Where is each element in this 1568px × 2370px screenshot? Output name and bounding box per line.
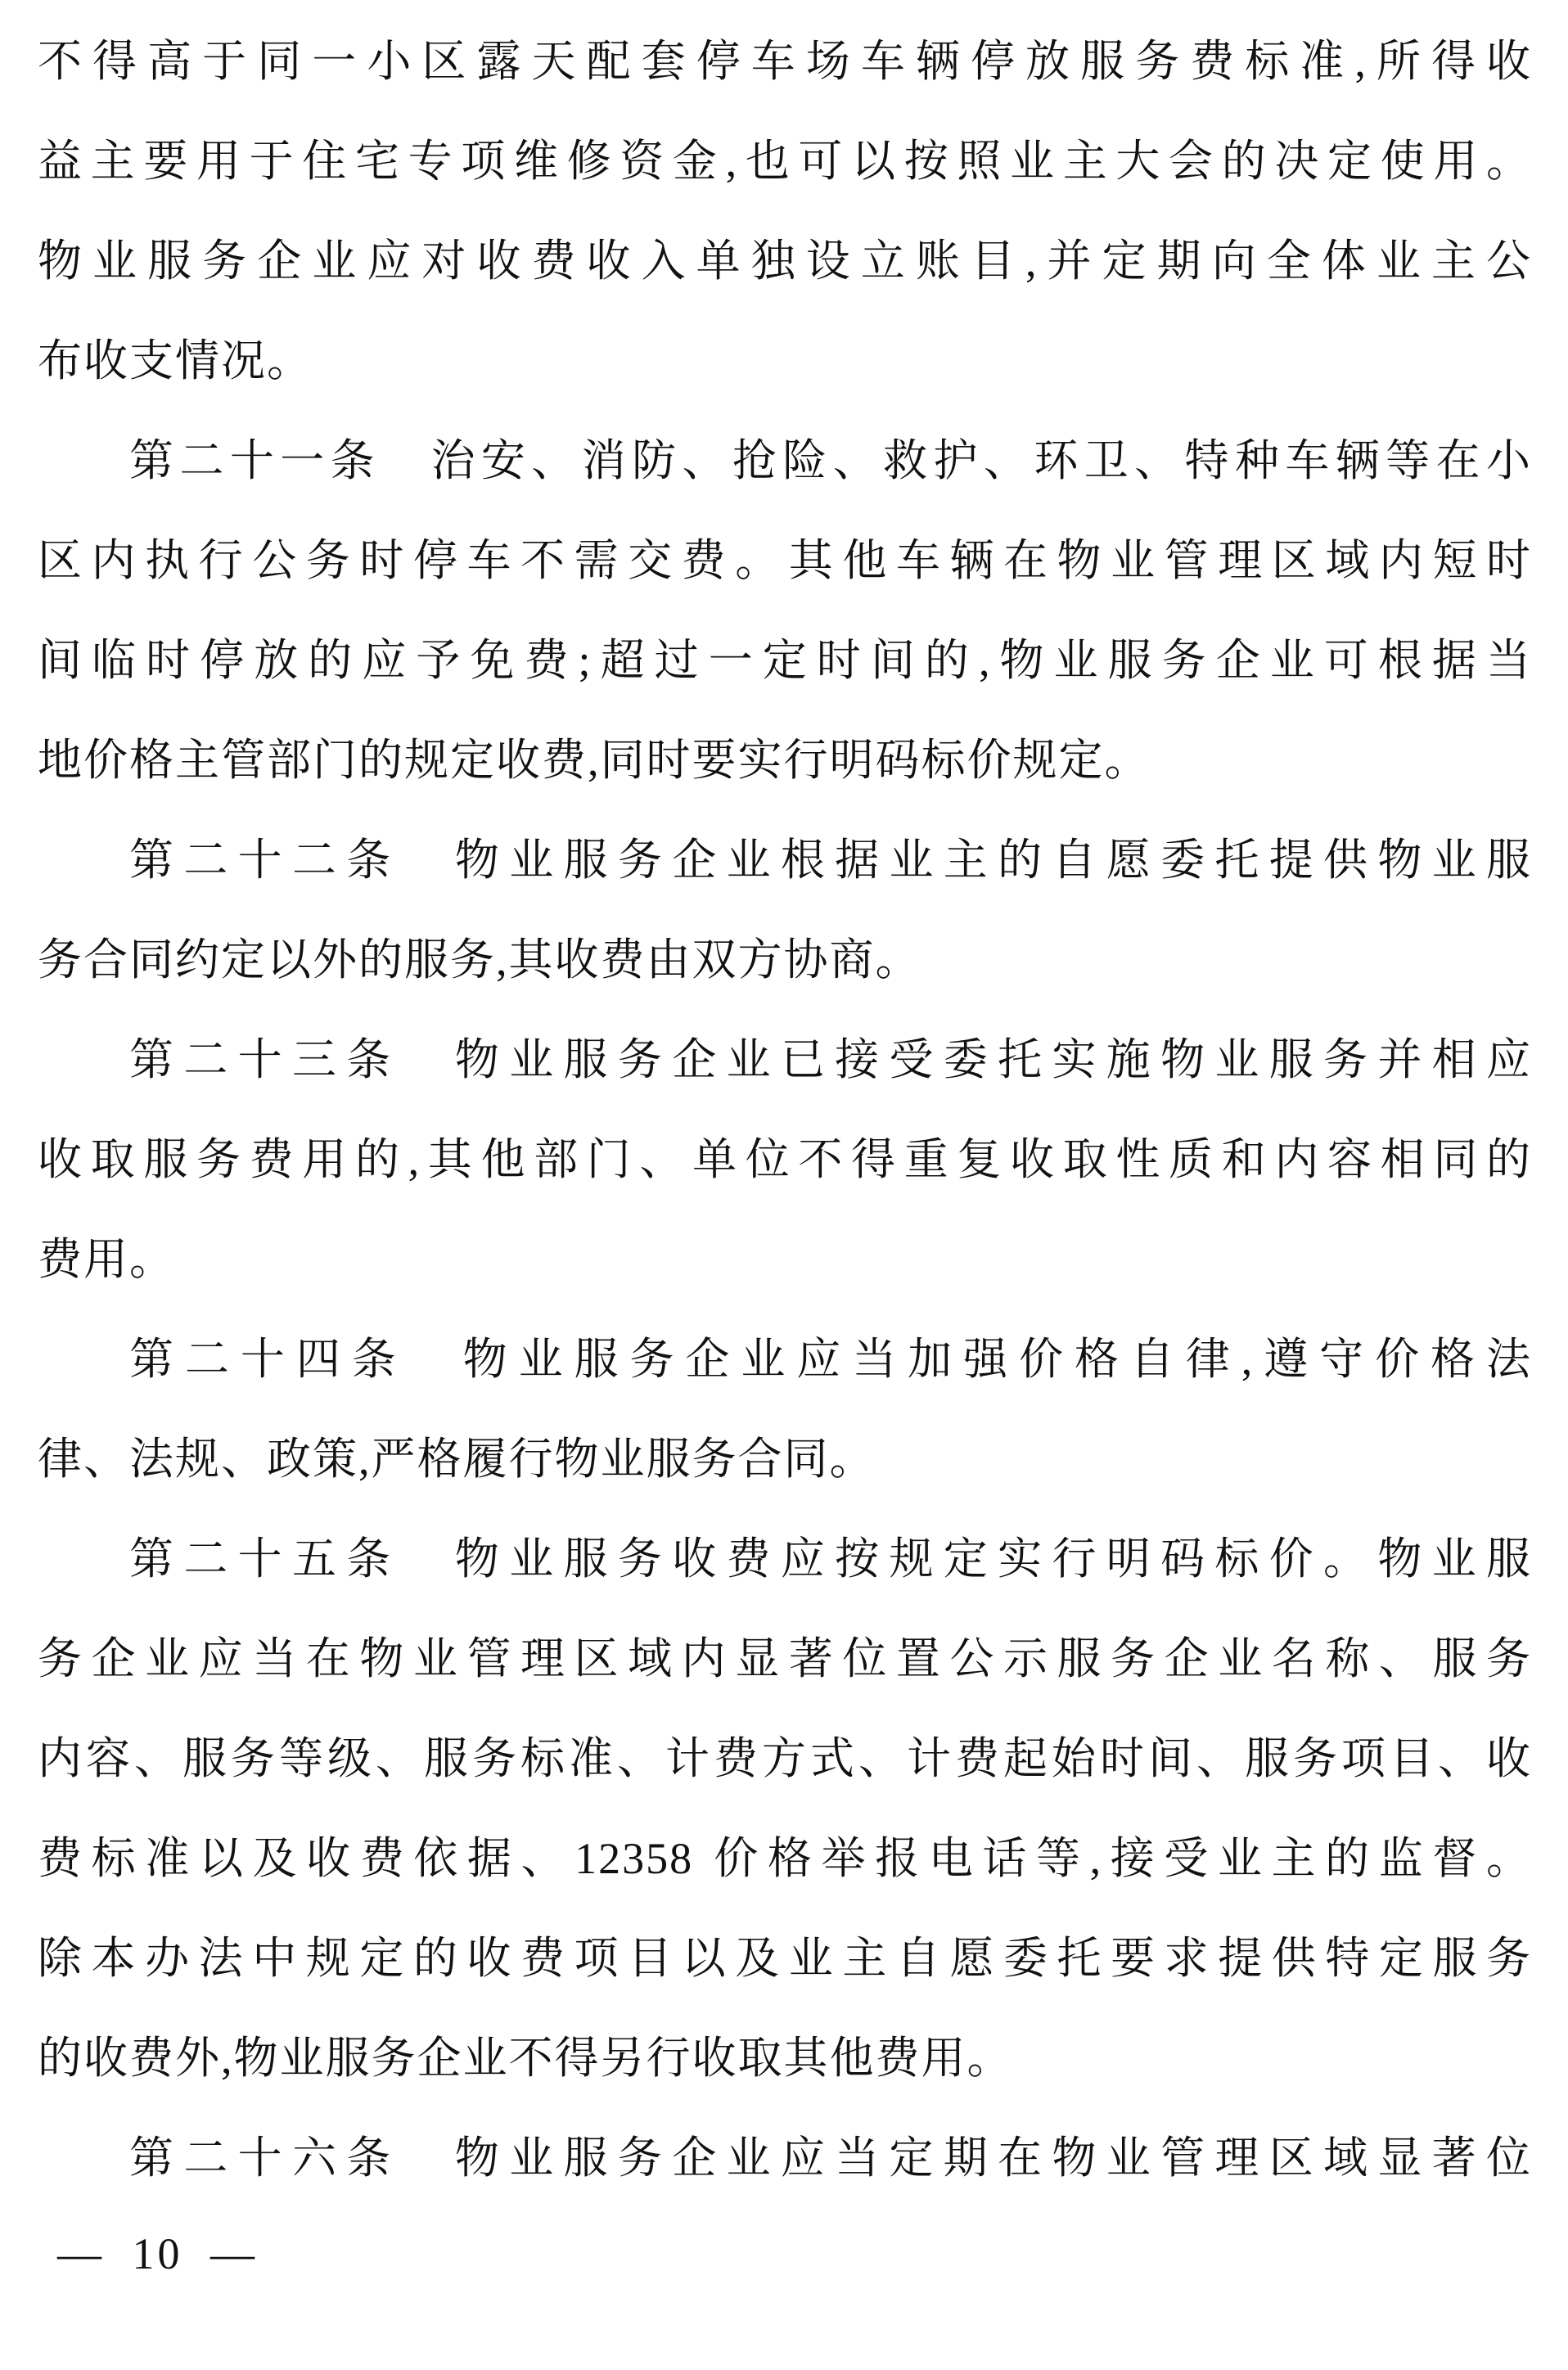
text-line: 间临时停放的应予免费;超过一定时间的,物业服务企业可根据当 (38, 636, 1532, 685)
text-line: 收取服务费用的,其他部门、单位不得重复收取性质和内容相同的 (38, 1135, 1532, 1184)
text-line: 内容、服务等级、服务标准、计费方式、计费起始时间、服务项目、收 (38, 1734, 1532, 1783)
text-line: 务企业应当在物业管理区域内显著位置公示服务企业名称、服务 (38, 1634, 1532, 1683)
text-block (38, 11, 1532, 2208)
text-line-article-21: 第二十一条 治安、消防、抢险、救护、环卫、特种车辆等在小 (129, 436, 1532, 485)
page-number: — 10 — (57, 2229, 258, 2278)
text-line: 区内执行公务时停车不需交费。其他车辆在物业管理区域内短时 (38, 536, 1532, 585)
text-line: 益主要用于住宅专项维修资金,也可以按照业主大会的决定使用。 (38, 137, 1532, 186)
text-line-article-23: 第二十三条 物业服务企业已接受委托实施物业服务并相应 (129, 1035, 1532, 1084)
text-line: 地价格主管部门的规定收费,同时要实行明码标价规定。 (38, 736, 1151, 785)
text-line-article-26: 第二十六条 物业服务企业应当定期在物业管理区域显著位 (129, 2133, 1532, 2183)
text-line: 费用。 (38, 1235, 175, 1284)
text-line: 的收费外,物业服务企业不得另行收取其他费用。 (38, 2034, 1013, 2083)
text-line: 不得高于同一小区露天配套停车场车辆停放服务费标准,所得收 (38, 37, 1532, 86)
text-line-article-22: 第二十二条 物业服务企业根据业主的自愿委托提供物业服 (129, 836, 1532, 885)
text-line: 费标准以及收费依据、12358 价格举报电话等,接受业主的监督。 (38, 1834, 1532, 1883)
text-line: 除本办法中规定的收费项目以及业主自愿委托要求提供特定服务 (38, 1934, 1532, 1983)
text-line: 务合同约定以外的服务,其收费由双方协商。 (38, 935, 921, 984)
text-line-article-25: 第二十五条 物业服务收费应按规定实行明码标价。物业服 (129, 1534, 1532, 1584)
text-line: 物业服务企业应对收费收入单独设立账目,并定期向全体业主公 (38, 237, 1532, 286)
text-line: 律、法规、政策,严格履行物业服务合同。 (38, 1435, 876, 1484)
text-line-article-24: 第二十四条 物业服务企业应当加强价格自律,遵守价格法 (129, 1335, 1532, 1384)
text-line: 布收支情况。 (38, 336, 313, 385)
